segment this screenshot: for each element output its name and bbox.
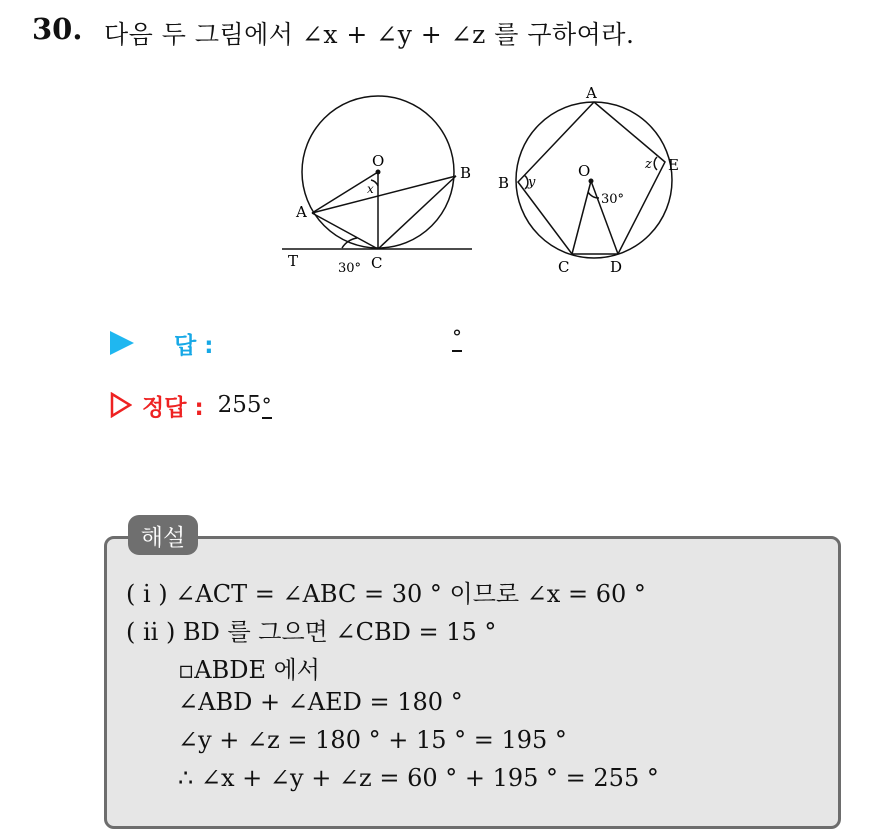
label-A-right: A: [586, 84, 597, 102]
explanation-line-5: ∠y + ∠z = 180 ° + 15 ° = 195 °: [178, 726, 567, 754]
label-O-left: O: [372, 152, 385, 170]
outline-play-icon: [110, 392, 132, 418]
label-D-right: D: [610, 258, 623, 276]
label-T: T: [288, 252, 299, 270]
correct-number: 255: [217, 392, 262, 418]
label-A-left: A: [296, 203, 307, 221]
label-x: x: [367, 182, 374, 196]
correct-answer-row: [110, 388, 272, 422]
correct-value: [218, 392, 272, 418]
label-O-right: O: [578, 162, 591, 180]
explanation-line-2: ( ii ) BD 를 그으면 ∠CBD = 15 °: [126, 618, 497, 646]
play-icon: [110, 331, 134, 355]
explanation-tag: 해설: [128, 515, 198, 555]
label-z: z: [645, 157, 652, 172]
right-circle-figure: [516, 102, 672, 258]
label-C-right: C: [558, 258, 570, 276]
label-E-right: E: [668, 156, 679, 174]
answer-row: [110, 325, 462, 360]
explanation-line-4: ∠ABD + ∠AED = 180 °: [178, 688, 463, 716]
correct-label: 정답 :: [142, 394, 204, 421]
label-C-left: C: [371, 254, 383, 272]
label-30deg-right: 30°: [601, 192, 625, 207]
correct-unit: °: [261, 393, 272, 417]
label-y: y: [528, 175, 536, 190]
answer-label: 답 :: [174, 332, 214, 359]
question-number: 30.: [32, 12, 83, 46]
label-30deg-left: 30°: [338, 261, 362, 276]
question-text: 다음 두 그림에서 ∠x + ∠y + ∠z 를 구하여라.: [104, 20, 635, 49]
explanation-line-3: ▫ABDE 에서: [178, 656, 320, 684]
label-B-left: B: [460, 164, 472, 182]
explanation-line-1: ( i ) ∠ACT = ∠ABC = 30 ° 이므로 ∠x = 60 °: [126, 580, 646, 608]
answer-blank[interactable]: °: [452, 324, 462, 352]
label-B-right: B: [498, 174, 510, 192]
geometry-figure: [278, 82, 698, 282]
explanation-line-6: ∴ ∠x + ∠y + ∠z = 60 ° + 195 ° = 255 °: [178, 764, 659, 792]
center-dot-left: [376, 170, 381, 175]
